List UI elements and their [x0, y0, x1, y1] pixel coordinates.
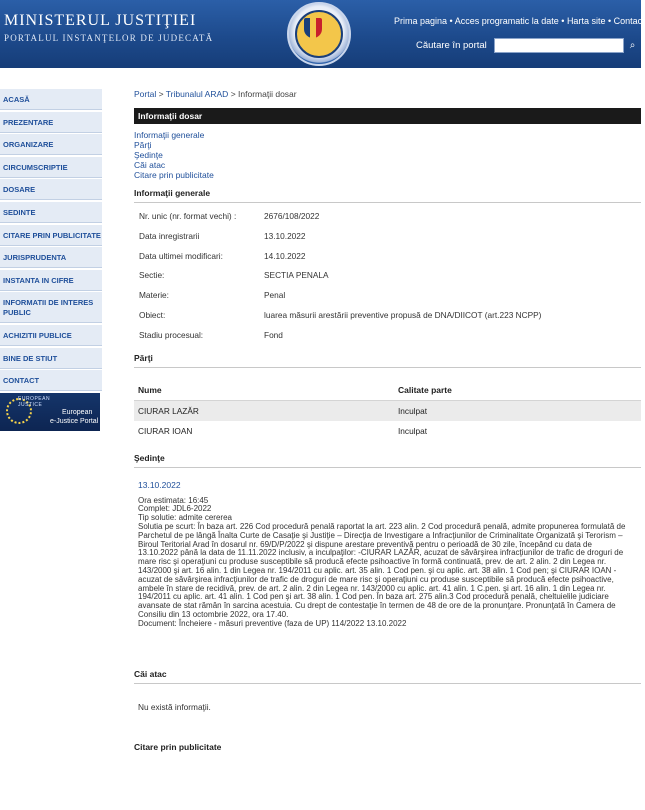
portal-subtitle[interactable]: PORTALUL INSTANŢELOR DE JUDECATĂ — [4, 33, 214, 43]
breadcrumb-portal[interactable]: Portal — [134, 89, 157, 99]
menu-item-dosare[interactable]: DOSARE — [0, 179, 102, 200]
general-heading: Informaţii generale — [134, 188, 641, 203]
sedinta-details — [134, 497, 634, 629]
citare-heading: Citare prin publicitate — [134, 741, 222, 752]
toc-sedinte[interactable]: Şedinţe — [134, 150, 163, 160]
info-row: Sectie: SECTIA PENALA — [139, 270, 329, 281]
page-title: Informaţii dosar — [134, 108, 641, 124]
column-nume: Nume — [134, 381, 398, 401]
link-prima-pagina[interactable]: Prima pagina — [394, 16, 448, 26]
parti-heading: Părţi — [134, 353, 641, 368]
toc-informatii-generale[interactable]: Informaţii generale — [134, 130, 205, 140]
breadcrumb-current: Informaţii dosar — [238, 89, 297, 99]
main-content — [134, 89, 641, 756]
toc-citare[interactable]: Citare prin publicitate — [134, 170, 214, 180]
top-links: Prima pagina • Acces programatic la date • Harta site • Contact — [394, 16, 645, 26]
link-contact[interactable]: Contact — [613, 16, 645, 26]
breadcrumb: Portal > Tribunalul ARAD > Informaţii dosar — [134, 89, 297, 99]
info-row: Data ultimei modificari: 14.10.2022 — [139, 250, 306, 261]
general-info-table — [134, 209, 541, 348]
link-harta-site[interactable]: Harta site — [566, 16, 606, 26]
breadcrumb-tribunal[interactable]: Tribunalul ARAD — [165, 89, 229, 99]
menu-item-bine-de-stiut[interactable]: BINE DE STIUT — [0, 348, 102, 369]
parti-header-row — [134, 381, 641, 401]
sedinta-document: Document: Încheiere - măsuri preventive (faza de UP) 114/2022 13.10.2022 — [138, 618, 407, 628]
menu-item-informatii-interes-public[interactable]: INFORMATII DE INTERES PUBLIC — [0, 292, 102, 323]
info-row: Obiect: luarea măsurii arestării preventive propusă de DNA/DIICOT (art.223 NCPP) — [139, 309, 542, 320]
table-row: CIURAR IOAN Inculpat — [138, 425, 428, 436]
site-header — [0, 0, 645, 68]
toc-cai-atac[interactable]: Căi atac — [134, 160, 166, 170]
menu-item-organizare[interactable]: ORGANIZARE — [0, 134, 102, 155]
sedinta-complet: Complet: JDL6-2022 — [138, 504, 212, 514]
coat-of-arms-logo[interactable] — [287, 2, 351, 66]
sedinte-heading: Şedinţe — [134, 453, 641, 468]
sedinta-solutie: Solutia pe scurt: În baza art. 226 Cod procedură penală raportat la art. 223 alin. 2 Cod procedură penală, admite propunerea formulată de Parchetul de pe lângă Înalta Curte de Casaţie şi Justiţie – Direcţia de Investigare a Infracţiunilor de Criminalitate Organizată şi Terorism – Biroul Teritorial Arad în dosarul nr. 69/D/P/2022 şi dispune arestare preventivă pentru o perioadă de 30 zile, începând cu data de 13.10.2022 până la data de 11.11.2022 inclusiv, a inculpaţilor: -CIURAR LAZĂR, acuzat de săvârşirea infracţiunilor de trafic de droguri de mare risc şi operaţiuni cu produse susceptibile să producă efecte psihoactive în formă continuată, prev. de art. 2 alin. 2 din Legea nr. 143/2000 şi art. 16 alin. 1 din Legea nr. 194/2011 cu aplic. art. 35 alin. 1 Cod pen. şi cu aplic. art. 38 alin. 1 Cod pen; şi CIURAR IOAN - acuzat de săvârşirea infracţiunilor de trafic de droguri de mare risc şi operaţiuni cu produse susceptibile să producă efecte psihoactive, ambele în stare de recidivă, prev. de art. 2 alin. 2 din Legea nr. 143/2000 cu aplic. art. 41 alin. 1 C.pen. şi art. 16 alin. 1 din Legea nr. 194/2011 cu aplic. art. 41 alin. 1 Cod pen şi art. 38 alin. 1 Cod pen. În baza art. 275 alin.3 Cod procedură penală, cheltuielile judiciare avansate de stat rămân în sarcina acestuia. Cu drept de contestaţie în termen de 48 de ore de la pronunţare. Pronunţată în Camera de Consiliu din 13 octombrie 2022, ora 17.40. — [138, 521, 626, 619]
sedinta-tip-solutie: Tip solutie: admite cererea — [138, 513, 232, 523]
toc-parti[interactable]: Părţi — [134, 140, 152, 150]
menu-item-citare[interactable]: CITARE PRIN PUBLICITATE — [0, 225, 102, 246]
section-nav — [134, 130, 641, 180]
menu-item-contact[interactable]: CONTACT — [0, 370, 102, 391]
menu-item-sedinte[interactable]: SEDINTE — [0, 202, 102, 223]
menu-item-instanta-in-cifre[interactable]: INSTANTA IN CIFRE — [0, 270, 102, 291]
menu-item-acasa[interactable]: ACASĂ — [0, 89, 102, 110]
sedinta-ora: Ora estimata: 16:45 — [138, 495, 209, 505]
info-row: Nr. unic (nr. format vechi) : 2676/108/2022 — [139, 211, 320, 221]
ministry-title[interactable]: MINISTERUL JUSTIŢIEI — [4, 12, 197, 29]
sedinta-date: 13.10.2022 — [138, 479, 181, 490]
ejustice-banner[interactable]: EUROPEAN JUSTICE European e-Justice Portal — [0, 393, 100, 431]
left-menu — [0, 89, 102, 431]
search-input[interactable] — [494, 38, 624, 53]
search-label: Căutare în portal — [416, 40, 487, 51]
cai-atac-empty: Nu există informaţii. — [138, 701, 211, 712]
info-row: Stadiu procesual: Fond — [139, 329, 283, 340]
menu-item-achizitii-publice[interactable]: ACHIZITII PUBLICE — [0, 325, 102, 346]
menu-item-prezentare[interactable]: PREZENTARE — [0, 112, 102, 133]
menu-item-circumscriptie[interactable]: CIRCUMSCRIPTIE — [0, 157, 102, 178]
info-row: Data inregistrarii 13.10.2022 — [139, 230, 306, 241]
cai-atac-heading: Căi atac — [134, 669, 641, 684]
shield-icon — [304, 18, 322, 38]
info-row: Materie: Penal — [139, 290, 286, 301]
column-calitate: Calitate parte — [398, 381, 641, 401]
table-row: CIURAR LAZĂR Inculpat — [134, 401, 641, 421]
link-acces-programatic[interactable]: Acces programatic la date — [454, 16, 559, 26]
menu-item-jurisprudenta[interactable]: JURISPRUDENTA — [0, 247, 102, 268]
parti-table — [134, 381, 641, 441]
search-icon[interactable]: ⌕ — [629, 40, 636, 51]
